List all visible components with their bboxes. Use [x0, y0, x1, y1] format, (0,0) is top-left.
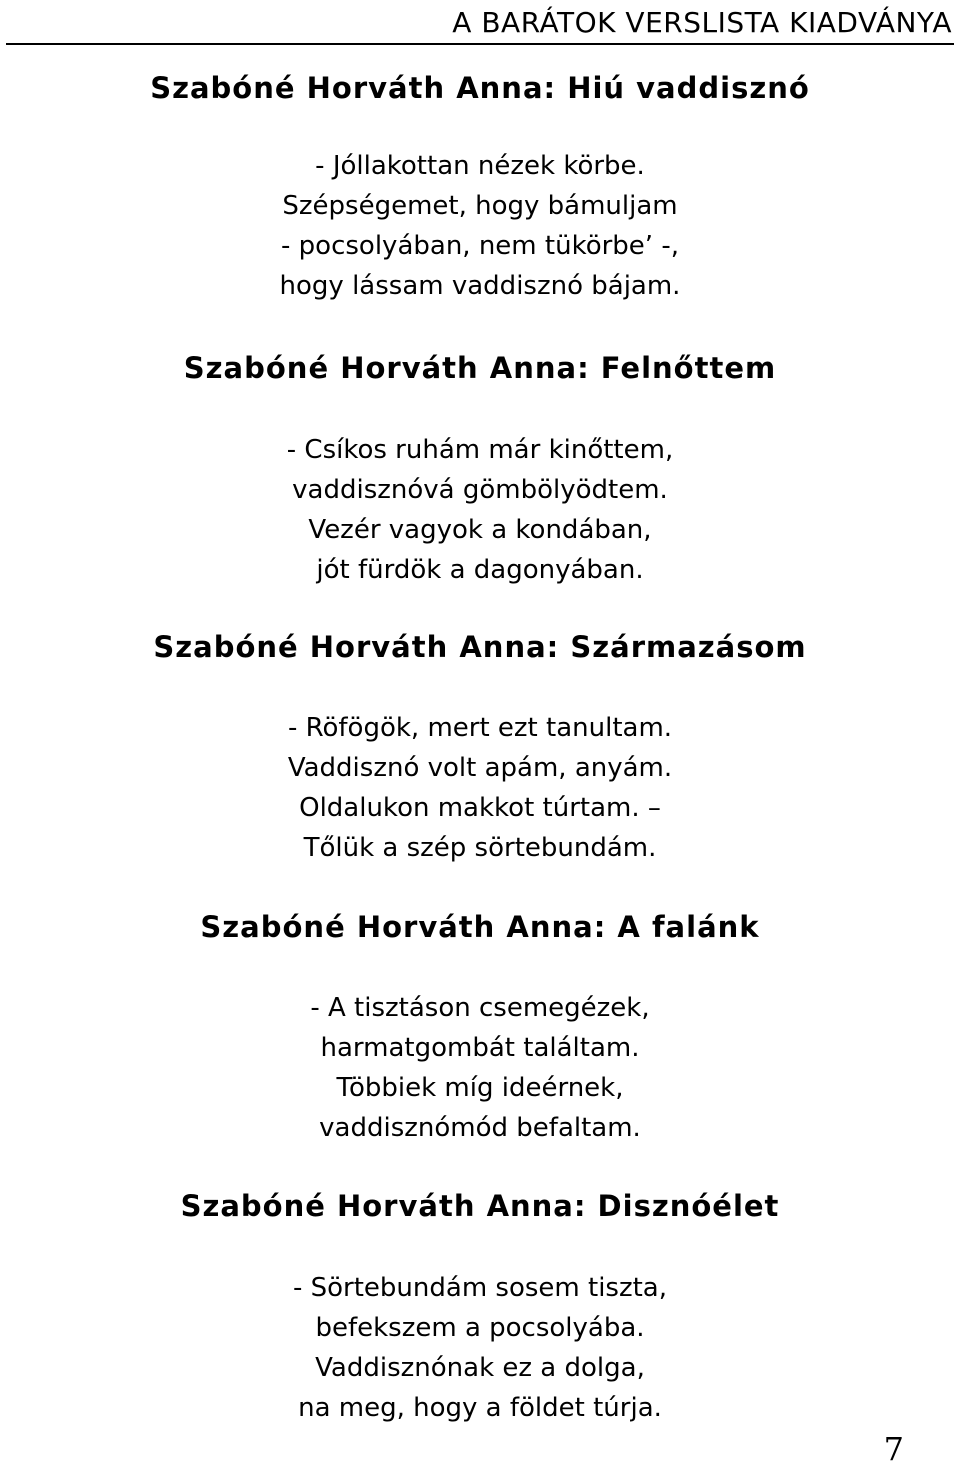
poem-title: Szabóné Horváth Anna: Származásom: [153, 630, 807, 664]
header-rule: [6, 43, 954, 45]
poem-line: Oldalukon makkot túrtam. –: [299, 793, 661, 823]
poem-line: - A tisztáson csemegézek,: [310, 993, 650, 1023]
page-number: 7: [883, 1430, 904, 1468]
poem-line: Vezér vagyok a kondában,: [308, 515, 652, 545]
poem-line: - Sörtebundám sosem tiszta,: [292, 1273, 668, 1303]
poem-line: - pocsolyában, nem tükörbe’ -,: [281, 231, 679, 261]
poem-line: Tőlük a szép sörtebundám.: [303, 833, 657, 863]
poem-stanza: [0, 430, 960, 590]
poem-line: vaddisznóvá gömbölyödtem.: [292, 475, 668, 505]
poem-stanza: [0, 988, 960, 1148]
poem-stanza: [0, 1268, 960, 1428]
poem-line: - Csíkos ruhám már kinőttem,: [286, 435, 674, 465]
poem-title: Szabóné Horváth Anna: Hiú vaddisznó: [150, 71, 810, 105]
poem-stanza: [0, 146, 960, 306]
poem-line: befekszem a pocsolyába.: [315, 1313, 645, 1343]
poem-line: Többiek míg ideérnek,: [336, 1073, 624, 1103]
poem-line: harmatgombát találtam.: [320, 1033, 640, 1063]
poem-line: - Jóllakottan nézek körbe.: [315, 151, 645, 181]
running-header: A BARÁTOK VERSLISTA KIADVÁNYA: [452, 6, 952, 39]
poem-title: Szabóné Horváth Anna: Felnőttem: [183, 351, 777, 385]
poem-line: vaddisznómód befaltam.: [319, 1113, 641, 1143]
poem-title: Szabóné Horváth Anna: Disznóélet: [180, 1189, 780, 1223]
poem-line: jót fürdök a dagonyában.: [316, 555, 644, 585]
poem-line: Szépségemet, hogy bámuljam: [282, 191, 678, 221]
poem-line: na meg, hogy a földet túrja.: [298, 1393, 662, 1423]
poem-line: - Röfögök, mert ezt tanultam.: [287, 713, 673, 743]
poem-stanza: [0, 708, 960, 868]
poem-line: Vaddisznónak ez a dolga,: [315, 1353, 645, 1383]
poem-line: Vaddisznó volt apám, anyám.: [287, 753, 673, 783]
poem-title: Szabóné Horváth Anna: A falánk: [200, 910, 760, 944]
poem-line: hogy lássam vaddisznó bájam.: [279, 271, 681, 301]
